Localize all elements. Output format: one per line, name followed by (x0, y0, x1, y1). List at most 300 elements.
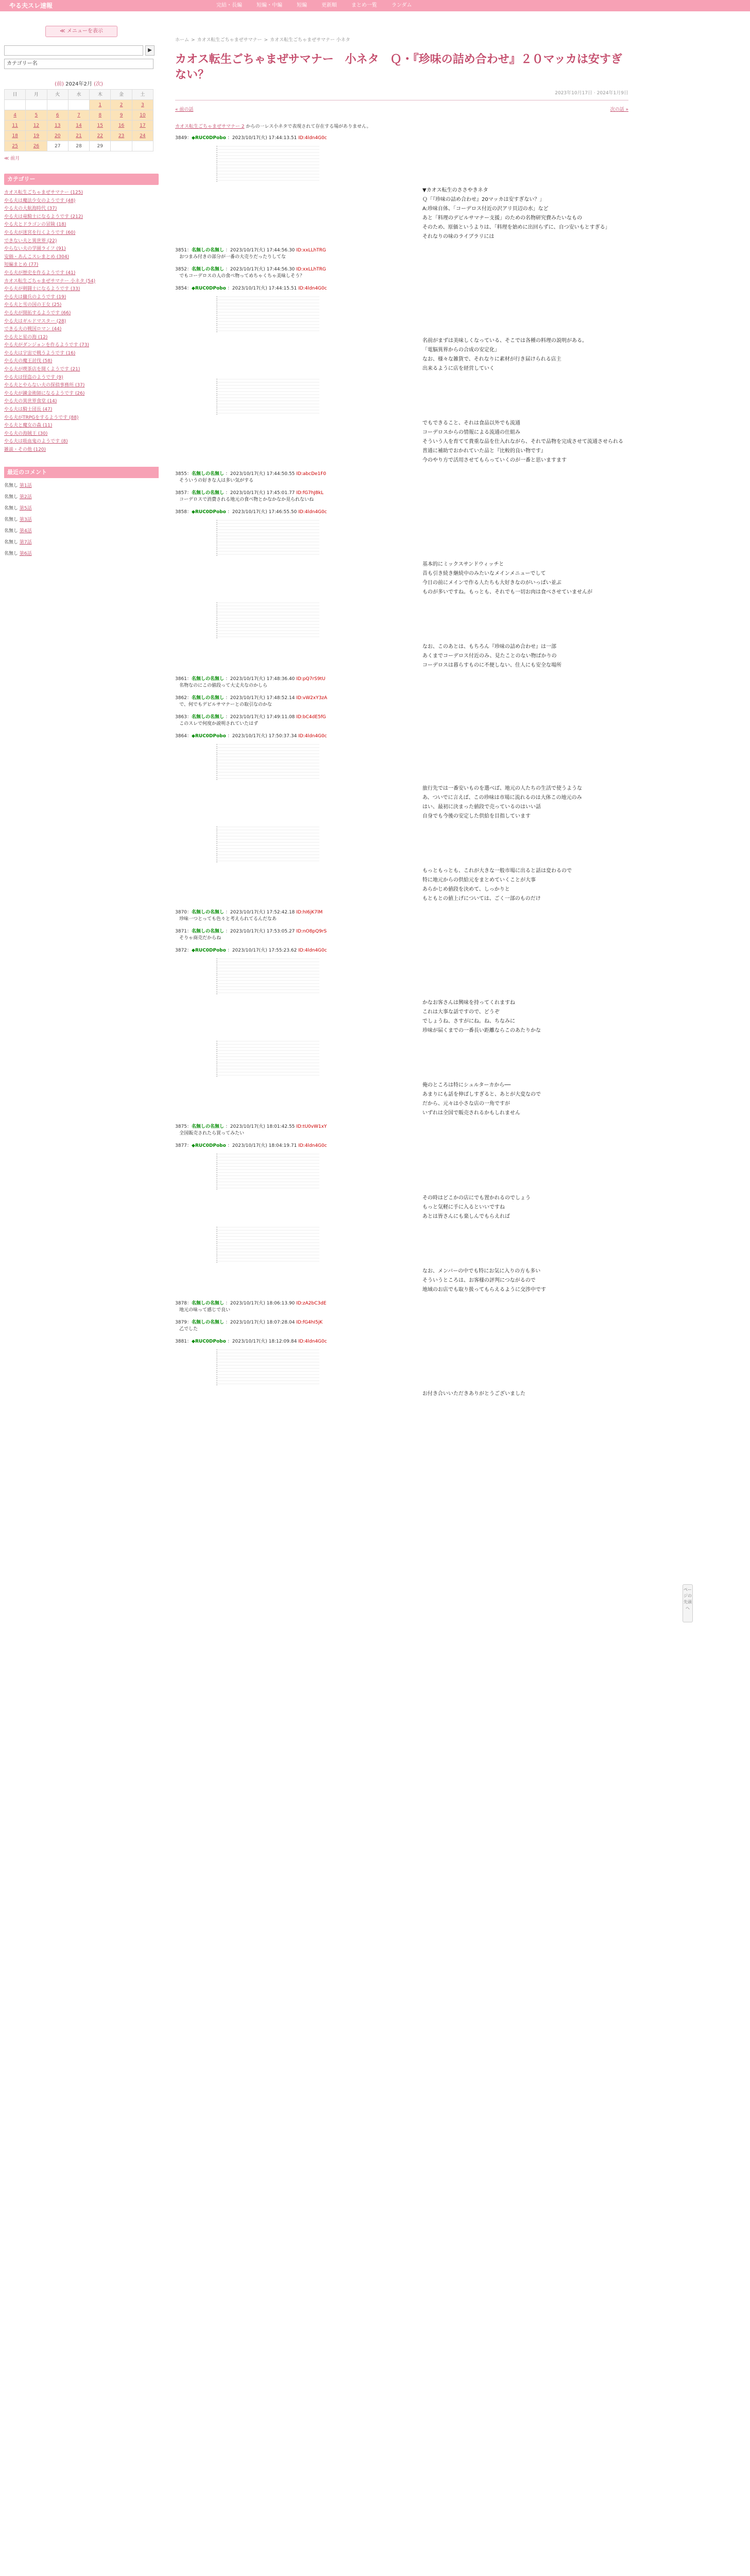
calendar-day[interactable]: 21 (69, 131, 90, 141)
category-link[interactable]: やる夫が剣闘士になるようです (33) (4, 286, 80, 292)
post-dialogue-line: それなりの味のライブラリには (422, 234, 495, 240)
post-dialogue-line: 「電脳異界からの合成の安定化」 (422, 347, 500, 353)
post-dialogue-line: かなお客さんは興味を持ってくれますね (422, 1000, 515, 1006)
breadcrumb-separator: > (191, 38, 195, 43)
intro-rest: からの一レス小ネタで表現されて存在する場がありません。 (244, 124, 371, 129)
post-dialogue-line: あ、ついでに言えば、この珍味は市場に流れるのは大体この地元のみ (422, 795, 582, 801)
category-link[interactable]: やる夫の魔王討伐 (58) (4, 359, 53, 364)
calendar-next-link[interactable]: (次) (94, 81, 103, 87)
intro-source-link[interactable]: カオス転生ごちゃまぜサマナー 2 (175, 124, 245, 129)
calendar-day[interactable]: 6 (47, 110, 69, 121)
post-header: 3849：◆RUC0DPobo ：2023/10/17(火) 17:44:13.51 ID:4ldn4G0c (175, 135, 327, 141)
thread-post (175, 247, 628, 261)
calendar-day[interactable]: 10 (132, 110, 154, 121)
post-header: 3852：名無しの名無し ：2023/10/17(火) 17:44:56.30 ID:xxLLhTRG (175, 267, 326, 272)
post-author: 名無しの名無し (191, 490, 224, 496)
post-datetime: 2023/10/17(火) 18:01:42.55 (230, 1124, 295, 1129)
post-author: ◆RUC0DPobo (191, 510, 226, 515)
recent-comment-title[interactable]: 第6話 (19, 551, 32, 556)
intro-text (175, 123, 628, 129)
post-author: 名無しの名無し (191, 910, 224, 915)
recent-comment[interactable] (4, 482, 159, 489)
post-datetime: 2023/10/17(火) 17:52:42.18 (230, 910, 295, 915)
post-id: ID:4ldn4G0c (298, 948, 327, 953)
category-link[interactable]: やる夫と魔女の森 (11) (4, 423, 53, 429)
calendar-day (111, 141, 132, 151)
post-dialogue-line: 自身でも今後の安定した供給を目指しています (422, 814, 531, 819)
post-number: 3871： (175, 929, 192, 934)
breadcrumb-item[interactable]: カオス転生ごちゃまぜサマナー (197, 38, 262, 43)
post-dialogue-line: その時はどこかの店にでも置かれるのでしょう (422, 1195, 531, 1201)
thread-post (175, 1338, 628, 1399)
post-author: 名無しの名無し (191, 1301, 224, 1306)
post-author: ◆RUC0DPobo (191, 734, 226, 739)
calendar-day[interactable]: 18 (5, 131, 26, 141)
calendar-day[interactable]: 20 (47, 131, 69, 141)
thread-post (175, 928, 628, 942)
next-article-link[interactable]: 次の話 » (610, 107, 628, 112)
post-datetime: 2023/10/17(火) 17:49:11.08 (230, 715, 295, 720)
post-dialogue-line: 俺のところは特にシュルターカから── (422, 1082, 511, 1088)
thread-post (175, 489, 628, 503)
thread-post (175, 694, 628, 708)
ascii-art-figure (216, 379, 319, 415)
post-number: 3877： (175, 1143, 192, 1148)
category-link[interactable]: やる夫が迷宮を行くようです (60) (4, 230, 76, 235)
post-dialogue-line: 昔も引き続き継続中のみたいなメインメニューでして (422, 571, 546, 577)
post-body: 全国販売されたら買ってみたい (179, 1131, 245, 1136)
post-id: ID:vW2xY3zA (296, 696, 328, 701)
category-link[interactable]: やる夫の海賊王 (30) (4, 431, 48, 436)
ascii-art-figure (216, 296, 319, 332)
post-dialogue-line: いずれは全国で販売されるかもしれません (422, 1110, 520, 1116)
post-dialogue-line: これは大事な話ですので、どうぞ (422, 1009, 500, 1015)
ascii-art-figure (216, 1227, 319, 1263)
category-select[interactable]: カテゴリー名 (4, 59, 154, 69)
show-menu-button[interactable]: ≪ メニューを表示 (45, 26, 117, 37)
post-datetime: 2023/10/17(火) 17:44:13.51 (232, 135, 297, 141)
site-brand[interactable]: やる夫スレ速報 (0, 0, 155, 11)
thread-post (175, 602, 628, 670)
breadcrumb-item[interactable]: ホーム (175, 38, 190, 43)
post-header: 3877：◆RUC0DPobo ：2023/10/17(火) 18:04:19.71 ID:4ldn4G0c (175, 1143, 327, 1148)
post-id: ID:tU0vW1xY (296, 1124, 327, 1129)
thread-post (175, 1041, 628, 1118)
post-datetime: 2023/10/17(火) 17:48:36.40 (230, 676, 295, 682)
post-body: そりゃ商売だからね (179, 936, 221, 941)
calendar-day[interactable]: 22 (90, 131, 111, 141)
post-id: ID:pQ7rS9tU (296, 676, 326, 682)
post-id: ID:abcDe1F0 (296, 471, 327, 477)
calendar-day[interactable]: 17 (132, 121, 154, 131)
calendar-day[interactable]: 14 (69, 121, 90, 131)
post-dialogue-line: ものが多いですね。もっとも、それでも一切お肉は食べさせていませんが (422, 589, 592, 595)
category-link[interactable]: やる夫は魔法少女のようです (48) (4, 198, 76, 204)
calendar-day[interactable]: 24 (132, 131, 154, 141)
category-link[interactable]: やる夫は騎士団長 (47) (4, 407, 53, 413)
post-datetime: 2023/10/17(火) 18:07:28.04 (230, 1320, 295, 1325)
calendar-day (26, 100, 47, 110)
post-id: ID:4ldn4G0c (298, 510, 327, 515)
thread-post (175, 1123, 628, 1137)
category-link[interactable]: やる夫とドラゴンの冒険 (18) (4, 222, 66, 228)
calendar-day[interactable]: 4 (5, 110, 26, 121)
post-author: 名無しの名無し (191, 929, 224, 934)
category-link[interactable]: 雑談・その他 (120) (4, 447, 46, 452)
post-dialogue-line: なお、メンバーの中でも特にお気に入りの方も多い (422, 1268, 541, 1274)
ascii-art-figure (216, 958, 319, 994)
scroll-to-top-button[interactable]: ページの先頭へ (683, 1584, 693, 1622)
article-pager (175, 106, 628, 112)
search-input[interactable] (4, 45, 143, 56)
post-author: 名無しの名無し (191, 696, 224, 701)
post-id: ID:fG4hI5jK (296, 1320, 323, 1325)
calendar-weekday: 土 (132, 90, 154, 100)
top-nav-item[interactable]: 短編・中編 (257, 3, 282, 8)
post-header: 3854：◆RUC0DPobo ：2023/10/17(火) 17:44:15.51 ID:4ldn4G0c (175, 286, 327, 291)
post-dialogue-line: 特に地元からの供給元をまとめていくことが大事 (422, 877, 536, 883)
calendar-day[interactable]: 19 (26, 131, 47, 141)
post-id: ID:xxLLhTRG (296, 248, 326, 253)
calendar-day[interactable]: 9 (111, 110, 132, 121)
thread-post (175, 826, 628, 904)
calendar-day[interactable]: 2 (111, 100, 132, 110)
post-dialogue-line: ▼カオス転生のささやきネタ (422, 188, 488, 193)
post-body: そういうの好きな人は多い気がする (179, 478, 254, 483)
article-title: カオス転生ごちゃまぜサマナー 小ネタ Ｑ・『珍味の詰め合わせ』２０マッカは安すぎない？ (175, 53, 622, 81)
recent-comment-author: 名無し (4, 528, 19, 534)
calendar-weekday: 金 (111, 90, 132, 100)
top-nav-item[interactable]: 短編 (297, 3, 307, 8)
post-author: 名無しの名無し (191, 676, 224, 682)
post-body: 乙でした (179, 1327, 198, 1332)
post-date: 2023年10月17日 · 2024年1月9日 (555, 91, 628, 96)
top-nav-item[interactable]: 完結・長編 (216, 3, 242, 8)
thread-post (175, 266, 628, 280)
top-nav-item[interactable]: まとめ一覧 (351, 3, 377, 8)
post-header: 3862：名無しの名無し ：2023/10/17(火) 17:48:52.14 ID:vW2xY3zA (175, 696, 328, 701)
post-id: ID:4ldn4G0c (298, 1143, 327, 1148)
post-number: 3851： (175, 248, 192, 253)
thread-post (175, 1319, 628, 1333)
post-dialogue-line: コーデロスは暮らすものに不便しない、住人にも安全な場所 (422, 663, 561, 668)
top-bar (0, 0, 750, 12)
recent-comment[interactable] (4, 528, 159, 535)
recent-comment[interactable] (4, 494, 159, 501)
post-number: 3858： (175, 510, 192, 515)
calendar-day (132, 141, 154, 151)
post-body: でもコーデロスの人の食べ物ってめちゃくちゃ美味しそう？ (179, 274, 305, 279)
thread-post (175, 379, 628, 465)
post-id: ID:bC4dE5fG (296, 715, 326, 720)
calendar-day[interactable]: 3 (132, 100, 154, 110)
post-dialogue-line: そういうところは、お客様の評判につながるので (422, 1278, 536, 1283)
post-dialogue-line: なお、様々な雑貨で、それなりに素材が行き届けられる店主 (422, 357, 561, 362)
recent-comment-author: 名無し (4, 494, 19, 500)
recent-comments-heading: 最近のコメント (4, 467, 159, 478)
post-number: 3878： (175, 1301, 192, 1306)
recent-comment-author: 名無し (4, 505, 19, 511)
main-content (175, 36, 628, 1399)
post-header: 3855：名無しの名無し ：2023/10/17(火) 17:44:50.55 ID:abcDe1F0 (175, 471, 327, 477)
calendar-day[interactable]: 12 (26, 121, 47, 131)
post-dialogue-line: Ｑ「『珍味の詰め合わせ』20マッカは安すぎない？」 (422, 197, 545, 202)
post-number: 3863： (175, 715, 192, 720)
post-number: 3881： (175, 1339, 192, 1344)
category-link[interactable]: 安価・あんこスレまとめ (304) (4, 254, 70, 260)
post-author: 名無しの名無し (191, 267, 224, 272)
thread-post (175, 1300, 628, 1314)
calendar-weekday: 水 (69, 90, 90, 100)
post-dialogue-line: あまりにも話を伸ばしすぎると、あとが大変なので (422, 1092, 541, 1097)
calendar-day[interactable]: 13 (47, 121, 69, 131)
calendar-day[interactable]: 1 (90, 100, 111, 110)
post-dialogue-line: もっともっとも、これが大きな一般市場に出ると話は変わるので (422, 868, 572, 874)
ascii-art-figure (216, 1349, 319, 1385)
calendar-day[interactable]: 25 (5, 141, 26, 151)
recent-comment[interactable] (4, 505, 159, 512)
post-author: 名無しの名無し (191, 471, 224, 477)
post-number: 3875： (175, 1124, 192, 1129)
post-header: 3857：名無しの名無し ：2023/10/17(火) 17:45:01.77 ID:fG7hJ8kL (175, 490, 323, 496)
calendar (4, 79, 154, 161)
post-datetime: 2023/10/17(火) 17:44:50.55 (230, 471, 295, 477)
post-header: 3870：名無しの名無し ：2023/10/17(火) 17:52:42.18 ID:hI6jK7lM (175, 910, 323, 915)
thread-post (175, 509, 628, 597)
post-datetime: 2023/10/17(火) 18:12:09.84 (232, 1339, 297, 1344)
post-datetime: 2023/10/17(火) 17:53:05.27 (230, 929, 295, 934)
top-nav-item[interactable]: 更新順 (321, 3, 337, 8)
thread-post (175, 1142, 628, 1222)
calendar-day: 28 (69, 141, 90, 151)
recent-comment-author: 名無し (4, 551, 19, 556)
prev-article-link[interactable]: « 前の話 (175, 107, 194, 112)
post-number: 3849： (175, 135, 192, 141)
ascii-art-figure (216, 1041, 319, 1077)
recent-comment-author: 名無し (4, 483, 19, 488)
post-body: 珍味一つとっても色々と考えられてるんだなあ (179, 917, 277, 922)
post-author: 名無しの名無し (191, 1124, 224, 1129)
post-dialogue-line: でもできること、それは食品以外でも流通 (422, 420, 520, 426)
post-author: 名無しの名無し (191, 715, 224, 720)
post-dialogue-line: コーデロスからの情報による流通の仕組み (422, 430, 520, 435)
thread-post (175, 675, 628, 689)
category-link[interactable]: やる夫は怪盗のようです (9) (4, 375, 63, 380)
calendar-weekday: 火 (47, 90, 69, 100)
post-id: ID:4ldn4G0c (298, 286, 327, 291)
thread-post (175, 733, 628, 821)
calendar-day[interactable]: 5 (26, 110, 47, 121)
post-datetime: 2023/10/17(火) 17:44:15.51 (232, 286, 297, 291)
ascii-art-figure (216, 744, 319, 780)
sidebar (4, 26, 159, 562)
calendar-day[interactable]: 11 (5, 121, 26, 131)
recent-comment-title[interactable]: 第2話 (19, 494, 32, 500)
category-link[interactable]: 短編まとめ (77) (4, 262, 39, 268)
calendar-prev-month-link[interactable]: ≪ 前月 (4, 156, 20, 161)
category-link[interactable]: できない夫と異世界 (22) (4, 238, 57, 244)
post-id: ID:xxLLhTRG (296, 267, 326, 272)
post-header: 3861：名無しの名無し ：2023/10/17(火) 17:48:36.40 ID:pQ7rS9tU (175, 676, 326, 682)
category-link[interactable]: やる夫は吸血鬼のようです (8) (4, 439, 68, 445)
breadcrumb-separator: > (264, 38, 268, 43)
thread-post (175, 909, 628, 923)
post-id: ID:nO8pQ9rS (296, 929, 327, 934)
calendar-title: 2024年2月 (65, 81, 92, 87)
post-dialogue-line: そのため、原価というよりは、「料理を始めに出回らずに、自つ安いもとすぎる」 (422, 225, 610, 230)
recent-comment[interactable] (4, 550, 159, 557)
post-number: 3864： (175, 734, 192, 739)
thread-posts (175, 134, 628, 1399)
post-datetime: 2023/10/17(火) 17:45:01.77 (230, 490, 295, 496)
calendar-day[interactable]: 26 (26, 141, 47, 151)
post-dialogue-line: あと「料理のデビルサマナー支援」のための名物研究費みたいなもの (422, 215, 582, 221)
post-dialogue-line: 普通に補助でおかれていた品と『比較的良い物です』 (422, 448, 546, 454)
thread-post (175, 1227, 628, 1295)
post-body: 地元の味って感じで良い (179, 1308, 231, 1313)
thread-post (175, 714, 628, 727)
post-header: 3875：名無しの名無し ：2023/10/17(火) 18:01:42.55 ID:tU0vW1xY (175, 1124, 327, 1129)
recent-comment-title[interactable]: 第7話 (19, 539, 32, 545)
post-datetime: 2023/10/17(火) 17:44:56.30 (230, 267, 295, 272)
post-datetime: 2023/10/17(火) 17:46:55.50 (232, 510, 297, 515)
calendar-day[interactable]: 16 (111, 121, 132, 131)
category-link[interactable]: やる夫が開拓するようです (66) (4, 310, 71, 316)
post-author: ◆RUC0DPobo (191, 135, 226, 141)
post-body: コーデロスで消費される地元の食べ物とかなかなか見られないね (179, 497, 314, 502)
post-number: 3870： (175, 910, 192, 915)
category-link[interactable]: やる夫の異世界食堂 (14) (4, 399, 57, 404)
recent-comment-title[interactable]: 第1話 (19, 483, 32, 488)
post-dialogue-line: 今のやり方で活用させてもらっていくのが一番と思いますます (422, 457, 567, 463)
post-number: 3852： (175, 267, 192, 272)
post-dialogue-line: はい、最初に決まった値段で売っているのはいい話 (422, 804, 541, 810)
post-author: 名無しの名無し (191, 248, 224, 253)
thread-post (175, 285, 628, 374)
post-datetime: 2023/10/17(火) 17:44:56.30 (230, 248, 295, 253)
post-dialogue-line: なお、このあとは、もちろん『珍味の詰め合わせ』は一部 (422, 644, 556, 650)
calendar-weekday: 日 (5, 90, 26, 100)
category-link[interactable]: やる夫は宇宙で戦うようです (16) (4, 350, 76, 356)
ascii-art-figure (216, 146, 319, 182)
category-link[interactable]: やる夫の大航海時代 (37) (4, 206, 57, 212)
category-link[interactable]: カオス転生ごちゃまぜサマナー 小ネタ (54) (4, 278, 96, 284)
post-number: 3857： (175, 490, 192, 496)
category-link[interactable]: やる夫は傭兵のようです (19) (4, 294, 66, 300)
post-datetime: 2023/10/17(火) 17:50:37.34 (232, 734, 297, 739)
calendar-day[interactable]: 23 (111, 131, 132, 141)
post-body: このスレで何度か説明されていたはず (179, 721, 259, 726)
calendar-weekday: 木 (90, 90, 111, 100)
top-nav-item[interactable]: ランダム (391, 3, 412, 8)
category-link[interactable]: やる夫が錬金術師になるようです (26) (4, 391, 85, 396)
post-header: 3863：名無しの名無し ：2023/10/17(火) 17:49:11.08 ID:bC4dE5fG (175, 715, 326, 720)
post-header: 3872：◆RUC0DPobo ：2023/10/17(火) 17:55:23.62 ID:4ldn4G0c (175, 948, 327, 953)
calendar-day: 27 (47, 141, 69, 151)
category-heading: カテゴリー (4, 174, 159, 185)
calendar-day: 29 (90, 141, 111, 151)
category-link[interactable]: やる夫と星の海 (12) (4, 334, 48, 340)
recent-comment[interactable] (4, 539, 159, 546)
post-number: 3879： (175, 1320, 192, 1325)
category-link[interactable]: やる夫が喫茶店を開くようです (21) (4, 367, 80, 372)
category-link[interactable]: やる夫がTRPGをするようです (88) (4, 415, 79, 420)
category-link[interactable]: やらない夫の学園ライフ (91) (4, 246, 66, 252)
post-number: 3862： (175, 696, 192, 701)
calendar-prev-link[interactable]: (前) (55, 81, 64, 87)
post-dialogue-line: 旅行先では一番安いものを選べば、地元の人たちの生活で使うような (422, 786, 582, 791)
post-header: 3858：◆RUC0DPobo ：2023/10/17(火) 17:46:55.50 ID:4ldn4G0c (175, 510, 327, 515)
category-link[interactable]: やる夫と雪の国の王女 (25) (4, 302, 62, 308)
category-list (4, 189, 159, 454)
top-nav (155, 0, 750, 11)
category-link[interactable]: やる夫が歴史を作るようです (41) (4, 270, 76, 276)
post-id: ID:hI6jK7lM (296, 910, 323, 915)
recent-comments-list (4, 482, 159, 557)
recent-comment-author: 名無し (4, 539, 19, 545)
post-body: で、何でもデビルサマナーとの取引なのかな (179, 702, 272, 707)
ascii-art-figure (216, 826, 319, 862)
thread-post (175, 134, 628, 242)
post-id: ID:4ldn4G0c (298, 135, 327, 141)
calendar-day (47, 100, 69, 110)
recent-comment-title[interactable]: 第5話 (19, 505, 32, 511)
post-number: 3854： (175, 286, 192, 291)
post-dialogue-line: もともとの値上げについては、ごく一部のものだけ (422, 896, 541, 902)
ascii-art-figure (216, 1154, 319, 1190)
category-link[interactable]: やる夫はギルドマスター (28) (4, 318, 66, 324)
post-header: 3881：◆RUC0DPobo ：2023/10/17(火) 18:12:09.84 ID:4ldn4G0c (175, 1339, 327, 1344)
ascii-art-figure (216, 520, 319, 556)
post-author: ◆RUC0DPobo (191, 1339, 226, 1344)
search-submit-button[interactable]: ▶ (145, 45, 155, 56)
post-header: 3864：◆RUC0DPobo ：2023/10/17(火) 17:50:37.34 ID:4ldn4G0c (175, 734, 327, 739)
post-number: 3861： (175, 676, 192, 682)
calendar-day[interactable]: 8 (90, 110, 111, 121)
breadcrumb (175, 36, 628, 43)
post-author: ◆RUC0DPobo (191, 1143, 226, 1148)
post-datetime: 2023/10/17(火) 17:48:52.14 (230, 696, 295, 701)
post-id: ID:4ldn4G0c (298, 1339, 327, 1344)
post-dialogue-line: あらかじめ値段を決めて、しっかりと (422, 887, 510, 892)
post-dialogue-line: でしょうね、さすがにね。ね、ちなみに (422, 1019, 515, 1024)
search-row (4, 45, 159, 56)
recent-comment-title[interactable]: 第4話 (19, 528, 32, 534)
category-link[interactable]: できる夫の戦国ロマン (44) (4, 327, 62, 332)
post-datetime: 2023/10/17(火) 17:55:23.62 (232, 948, 297, 953)
thread-post (175, 947, 628, 1036)
post-id: ID:fG7hJ8kL (296, 490, 323, 496)
category-link[interactable]: やる夫は竜騎士になるようです (212) (4, 214, 83, 219)
post-dialogue-line: 珍味が届くまでの一番長い距離ならこのあたりかな (422, 1028, 541, 1033)
post-dialogue-line: A:珍味自体、「コーデロス付近の沢アリ貝辺の水」など (422, 206, 549, 212)
post-header: 3878：名無しの名無し ：2023/10/17(火) 18:06:13.90 ID:zA2bC3dE (175, 1301, 327, 1306)
post-dialogue-line: お付き合いいただきありがとうございました (422, 1391, 525, 1397)
recent-comment-title[interactable]: 第3話 (19, 517, 32, 522)
category-link[interactable]: カオス転生ごちゃまぜサマナー (125) (4, 190, 83, 195)
post-body: おつまみ付きの部分が一番の大売りだったりしてな (179, 255, 286, 260)
breadcrumb-item[interactable]: カオス転生ごちゃまぜサマナー 小ネタ (270, 38, 350, 43)
calendar-day (69, 100, 90, 110)
recent-comment[interactable] (4, 516, 159, 523)
post-datetime: 2023/10/17(火) 18:04:19.71 (232, 1143, 297, 1148)
post-dialogue-line: もっと気軽に手に入るといいですね (422, 1205, 505, 1210)
calendar-day[interactable]: 7 (69, 110, 90, 121)
thread-post (175, 470, 628, 484)
category-link[interactable]: やる夫とやらない夫の探偵事務所 (37) (4, 383, 85, 388)
category-link[interactable]: やる夫がダンジョンを作るようです (73) (4, 343, 90, 348)
calendar-day[interactable]: 15 (90, 121, 111, 131)
